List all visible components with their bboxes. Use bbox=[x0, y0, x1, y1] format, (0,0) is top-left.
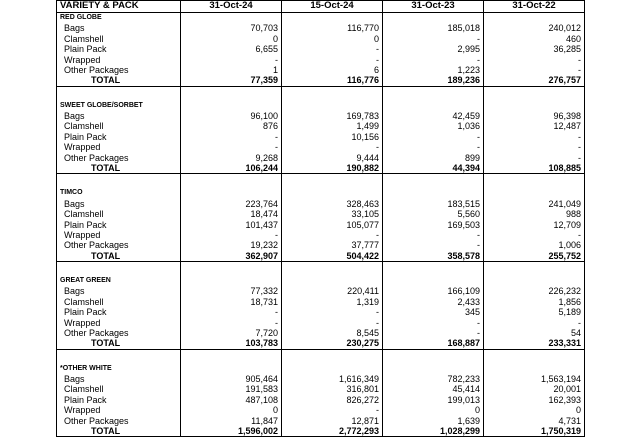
value-cell: 191,583 bbox=[181, 384, 282, 394]
pack-label: Plain Pack bbox=[57, 395, 181, 405]
total-row bbox=[57, 75, 585, 86]
value-cell: 0 bbox=[484, 405, 585, 415]
total-value: 1,596,002 bbox=[181, 426, 282, 437]
value-cell: 460 bbox=[484, 34, 585, 44]
value-cell: 899 bbox=[383, 153, 484, 163]
value-cell: 9,444 bbox=[282, 153, 383, 163]
spacer-cell bbox=[383, 86, 484, 100]
value-cell: - bbox=[282, 55, 383, 65]
value-cell: - bbox=[282, 318, 383, 328]
header-variety-pack: VARIETY & PACK bbox=[57, 1, 181, 13]
value-cell: 96,398 bbox=[484, 111, 585, 121]
total-value: 233,331 bbox=[484, 338, 585, 349]
total-value: 44,394 bbox=[383, 163, 484, 174]
value-cell: 782,233 bbox=[383, 374, 484, 384]
value-cell: 1,036 bbox=[383, 121, 484, 131]
value-cell: 6,655 bbox=[181, 44, 282, 54]
pack-label: Other Packages bbox=[57, 65, 181, 75]
value-cell: - bbox=[383, 142, 484, 152]
value-cell: 116,770 bbox=[282, 23, 383, 33]
section-title-row bbox=[57, 364, 585, 374]
spacer-cell bbox=[484, 262, 585, 276]
value-cell: 169,783 bbox=[282, 111, 383, 121]
section-title: RED GLOBE bbox=[57, 13, 181, 24]
inventory-table-container bbox=[56, 0, 584, 437]
total-value: 255,752 bbox=[484, 251, 585, 262]
section-title-row bbox=[57, 276, 585, 286]
value-cell: 70,703 bbox=[181, 23, 282, 33]
value-cell: 18,731 bbox=[181, 297, 282, 307]
section-title-blank bbox=[282, 101, 383, 111]
section-title-blank bbox=[383, 276, 484, 286]
value-cell: - bbox=[383, 34, 484, 44]
value-cell: 328,463 bbox=[282, 199, 383, 209]
value-cell: 18,474 bbox=[181, 209, 282, 219]
section-title-blank bbox=[383, 188, 484, 198]
value-cell: - bbox=[282, 44, 383, 54]
table-row bbox=[57, 111, 585, 121]
section-title-blank bbox=[181, 13, 282, 24]
table-row bbox=[57, 65, 585, 75]
value-cell: 5,189 bbox=[484, 307, 585, 317]
value-cell: 223,764 bbox=[181, 199, 282, 209]
spacer-row bbox=[57, 349, 585, 363]
total-row bbox=[57, 338, 585, 349]
total-value: 103,783 bbox=[181, 338, 282, 349]
total-value: 77,359 bbox=[181, 75, 282, 86]
table-row bbox=[57, 55, 585, 65]
section-title-blank bbox=[181, 188, 282, 198]
value-cell: 905,464 bbox=[181, 374, 282, 384]
pack-label: Wrapped bbox=[57, 405, 181, 415]
total-value: 106,244 bbox=[181, 163, 282, 174]
spacer-cell bbox=[57, 349, 181, 363]
value-cell: - bbox=[383, 328, 484, 338]
table-row bbox=[57, 23, 585, 33]
value-cell: 169,503 bbox=[383, 220, 484, 230]
value-cell: 988 bbox=[484, 209, 585, 219]
section-title-blank bbox=[484, 13, 585, 24]
value-cell: 487,108 bbox=[181, 395, 282, 405]
spacer-row bbox=[57, 174, 585, 188]
pack-label: Wrapped bbox=[57, 318, 181, 328]
pack-label: Plain Pack bbox=[57, 307, 181, 317]
value-cell: 2,995 bbox=[383, 44, 484, 54]
value-cell: 166,109 bbox=[383, 286, 484, 296]
value-cell: - bbox=[484, 65, 585, 75]
value-cell: 11,847 bbox=[181, 416, 282, 426]
value-cell: 316,801 bbox=[282, 384, 383, 394]
value-cell: 101,437 bbox=[181, 220, 282, 230]
value-cell: - bbox=[181, 132, 282, 142]
pack-label: Clamshell bbox=[57, 121, 181, 131]
value-cell: 33,105 bbox=[282, 209, 383, 219]
value-cell: 12,487 bbox=[484, 121, 585, 131]
section-title-blank bbox=[181, 276, 282, 286]
table-row bbox=[57, 328, 585, 338]
spacer-cell bbox=[282, 174, 383, 188]
value-cell: 5,560 bbox=[383, 209, 484, 219]
section-title-blank bbox=[282, 13, 383, 24]
value-cell: 1,223 bbox=[383, 65, 484, 75]
table-row bbox=[57, 286, 585, 296]
total-value: 2,772,293 bbox=[282, 426, 383, 437]
value-cell: 1,319 bbox=[282, 297, 383, 307]
table-row bbox=[57, 416, 585, 426]
value-cell: 7,720 bbox=[181, 328, 282, 338]
pack-label: Clamshell bbox=[57, 209, 181, 219]
total-label: TOTAL bbox=[57, 163, 181, 174]
section-title-blank bbox=[484, 364, 585, 374]
table-row bbox=[57, 142, 585, 152]
pack-label: Other Packages bbox=[57, 416, 181, 426]
total-value: 189,236 bbox=[383, 75, 484, 86]
header-col-2: 15-Oct-24 bbox=[282, 1, 383, 13]
pack-label: Wrapped bbox=[57, 142, 181, 152]
value-cell: 77,332 bbox=[181, 286, 282, 296]
value-cell: 4,731 bbox=[484, 416, 585, 426]
pack-label: Bags bbox=[57, 111, 181, 121]
value-cell: 54 bbox=[484, 328, 585, 338]
value-cell: 42,459 bbox=[383, 111, 484, 121]
section-title-row bbox=[57, 188, 585, 198]
section-title: *OTHER WHITE bbox=[57, 364, 181, 374]
total-value: 168,887 bbox=[383, 338, 484, 349]
pack-label: Plain Pack bbox=[57, 220, 181, 230]
value-cell: 37,777 bbox=[282, 240, 383, 250]
table-row bbox=[57, 297, 585, 307]
section-title-blank bbox=[181, 364, 282, 374]
spacer-cell bbox=[484, 86, 585, 100]
value-cell: 105,077 bbox=[282, 220, 383, 230]
spacer-cell bbox=[383, 174, 484, 188]
section-title-blank bbox=[484, 188, 585, 198]
table-row bbox=[57, 374, 585, 384]
table-body bbox=[57, 1, 585, 437]
pack-label: Plain Pack bbox=[57, 44, 181, 54]
header-row bbox=[57, 1, 585, 13]
value-cell: - bbox=[181, 230, 282, 240]
spacer-cell bbox=[57, 174, 181, 188]
value-cell: 241,049 bbox=[484, 199, 585, 209]
section-title-row bbox=[57, 101, 585, 111]
section-title-blank bbox=[282, 188, 383, 198]
pack-label: Clamshell bbox=[57, 384, 181, 394]
pack-label: Bags bbox=[57, 286, 181, 296]
table-row bbox=[57, 395, 585, 405]
pack-label: Clamshell bbox=[57, 34, 181, 44]
value-cell: 199,013 bbox=[383, 395, 484, 405]
total-value: 1,750,319 bbox=[484, 426, 585, 437]
total-value: 1,028,299 bbox=[383, 426, 484, 437]
total-row bbox=[57, 426, 585, 437]
value-cell: - bbox=[181, 55, 282, 65]
total-value: 504,422 bbox=[282, 251, 383, 262]
pack-label: Bags bbox=[57, 199, 181, 209]
total-value: 230,275 bbox=[282, 338, 383, 349]
value-cell: 1,563,194 bbox=[484, 374, 585, 384]
value-cell: 876 bbox=[181, 121, 282, 131]
value-cell: 1,499 bbox=[282, 121, 383, 131]
pack-label: Bags bbox=[57, 23, 181, 33]
pack-label: Bags bbox=[57, 374, 181, 384]
spacer-cell bbox=[484, 174, 585, 188]
value-cell: - bbox=[181, 318, 282, 328]
value-cell: 19,232 bbox=[181, 240, 282, 250]
table-row bbox=[57, 384, 585, 394]
section-title: TIMCO bbox=[57, 188, 181, 198]
section-title-blank bbox=[383, 13, 484, 24]
value-cell: 96,100 bbox=[181, 111, 282, 121]
spacer-cell bbox=[181, 262, 282, 276]
header-col-4: 31-Oct-22 bbox=[484, 1, 585, 13]
spacer-row bbox=[57, 262, 585, 276]
table-row bbox=[57, 121, 585, 131]
spacer-cell bbox=[383, 349, 484, 363]
table-row bbox=[57, 132, 585, 142]
section-title-blank bbox=[484, 276, 585, 286]
table-row bbox=[57, 153, 585, 163]
spacer-cell bbox=[282, 349, 383, 363]
value-cell: 162,393 bbox=[484, 395, 585, 405]
section-title-row bbox=[57, 13, 585, 24]
value-cell: - bbox=[484, 142, 585, 152]
value-cell: - bbox=[383, 132, 484, 142]
section-title: GREAT GREEN bbox=[57, 276, 181, 286]
spacer-cell bbox=[383, 262, 484, 276]
value-cell: 8,545 bbox=[282, 328, 383, 338]
total-value: 190,882 bbox=[282, 163, 383, 174]
table-row bbox=[57, 405, 585, 415]
pack-label: Clamshell bbox=[57, 297, 181, 307]
pack-label: Wrapped bbox=[57, 230, 181, 240]
table-row bbox=[57, 318, 585, 328]
total-label: TOTAL bbox=[57, 426, 181, 437]
table-row bbox=[57, 34, 585, 44]
value-cell: 20,001 bbox=[484, 384, 585, 394]
value-cell: 45,414 bbox=[383, 384, 484, 394]
pack-label: Other Packages bbox=[57, 240, 181, 250]
table-row bbox=[57, 307, 585, 317]
inventory-table bbox=[56, 0, 585, 437]
value-cell: 0 bbox=[181, 405, 282, 415]
value-cell: - bbox=[282, 230, 383, 240]
total-value: 276,757 bbox=[484, 75, 585, 86]
total-row bbox=[57, 163, 585, 174]
pack-label: Wrapped bbox=[57, 55, 181, 65]
value-cell: - bbox=[282, 307, 383, 317]
value-cell: - bbox=[181, 142, 282, 152]
value-cell: - bbox=[282, 142, 383, 152]
section-title-blank bbox=[383, 364, 484, 374]
value-cell: - bbox=[484, 132, 585, 142]
value-cell: 12,871 bbox=[282, 416, 383, 426]
spacer-cell bbox=[57, 86, 181, 100]
value-cell: - bbox=[484, 153, 585, 163]
value-cell: 1,006 bbox=[484, 240, 585, 250]
value-cell: 1,856 bbox=[484, 297, 585, 307]
value-cell: 1 bbox=[181, 65, 282, 75]
table-row bbox=[57, 230, 585, 240]
total-label: TOTAL bbox=[57, 251, 181, 262]
total-value: 358,578 bbox=[383, 251, 484, 262]
value-cell: 6 bbox=[282, 65, 383, 75]
value-cell: - bbox=[282, 405, 383, 415]
value-cell: - bbox=[383, 240, 484, 250]
table-row bbox=[57, 209, 585, 219]
total-row bbox=[57, 251, 585, 262]
value-cell: 0 bbox=[181, 34, 282, 44]
section-title-blank bbox=[181, 101, 282, 111]
value-cell: 2,433 bbox=[383, 297, 484, 307]
section-title: SWEET GLOBE/SORBET bbox=[57, 101, 181, 111]
spacer-row bbox=[57, 86, 585, 100]
value-cell: 0 bbox=[282, 34, 383, 44]
spacer-cell bbox=[181, 86, 282, 100]
total-label: TOTAL bbox=[57, 75, 181, 86]
value-cell: 1,639 bbox=[383, 416, 484, 426]
value-cell: 10,156 bbox=[282, 132, 383, 142]
spacer-cell bbox=[484, 349, 585, 363]
total-value: 362,907 bbox=[181, 251, 282, 262]
value-cell: 0 bbox=[383, 405, 484, 415]
value-cell: 185,018 bbox=[383, 23, 484, 33]
value-cell: 9,268 bbox=[181, 153, 282, 163]
value-cell: - bbox=[484, 230, 585, 240]
value-cell: 226,232 bbox=[484, 286, 585, 296]
value-cell: 345 bbox=[383, 307, 484, 317]
total-value: 108,885 bbox=[484, 163, 585, 174]
value-cell: - bbox=[484, 55, 585, 65]
value-cell: 240,012 bbox=[484, 23, 585, 33]
value-cell: - bbox=[181, 307, 282, 317]
table-row bbox=[57, 220, 585, 230]
table-row bbox=[57, 199, 585, 209]
value-cell: 826,272 bbox=[282, 395, 383, 405]
table-row bbox=[57, 44, 585, 54]
section-title-blank bbox=[282, 276, 383, 286]
pack-label: Other Packages bbox=[57, 153, 181, 163]
total-label: TOTAL bbox=[57, 338, 181, 349]
value-cell: - bbox=[484, 318, 585, 328]
section-title-blank bbox=[383, 101, 484, 111]
value-cell: 183,515 bbox=[383, 199, 484, 209]
spacer-cell bbox=[57, 262, 181, 276]
value-cell: - bbox=[383, 230, 484, 240]
value-cell: - bbox=[383, 318, 484, 328]
value-cell: - bbox=[383, 55, 484, 65]
pack-label: Other Packages bbox=[57, 328, 181, 338]
value-cell: 36,285 bbox=[484, 44, 585, 54]
pack-label: Plain Pack bbox=[57, 132, 181, 142]
value-cell: 12,709 bbox=[484, 220, 585, 230]
total-value: 116,776 bbox=[282, 75, 383, 86]
spacer-cell bbox=[282, 86, 383, 100]
value-cell: 1,616,349 bbox=[282, 374, 383, 384]
spacer-cell bbox=[181, 174, 282, 188]
header-col-3: 31-Oct-23 bbox=[383, 1, 484, 13]
spacer-cell bbox=[181, 349, 282, 363]
table-row bbox=[57, 240, 585, 250]
spacer-cell bbox=[282, 262, 383, 276]
value-cell: 220,411 bbox=[282, 286, 383, 296]
section-title-blank bbox=[282, 364, 383, 374]
section-title-blank bbox=[484, 101, 585, 111]
header-col-1: 31-Oct-24 bbox=[181, 1, 282, 13]
